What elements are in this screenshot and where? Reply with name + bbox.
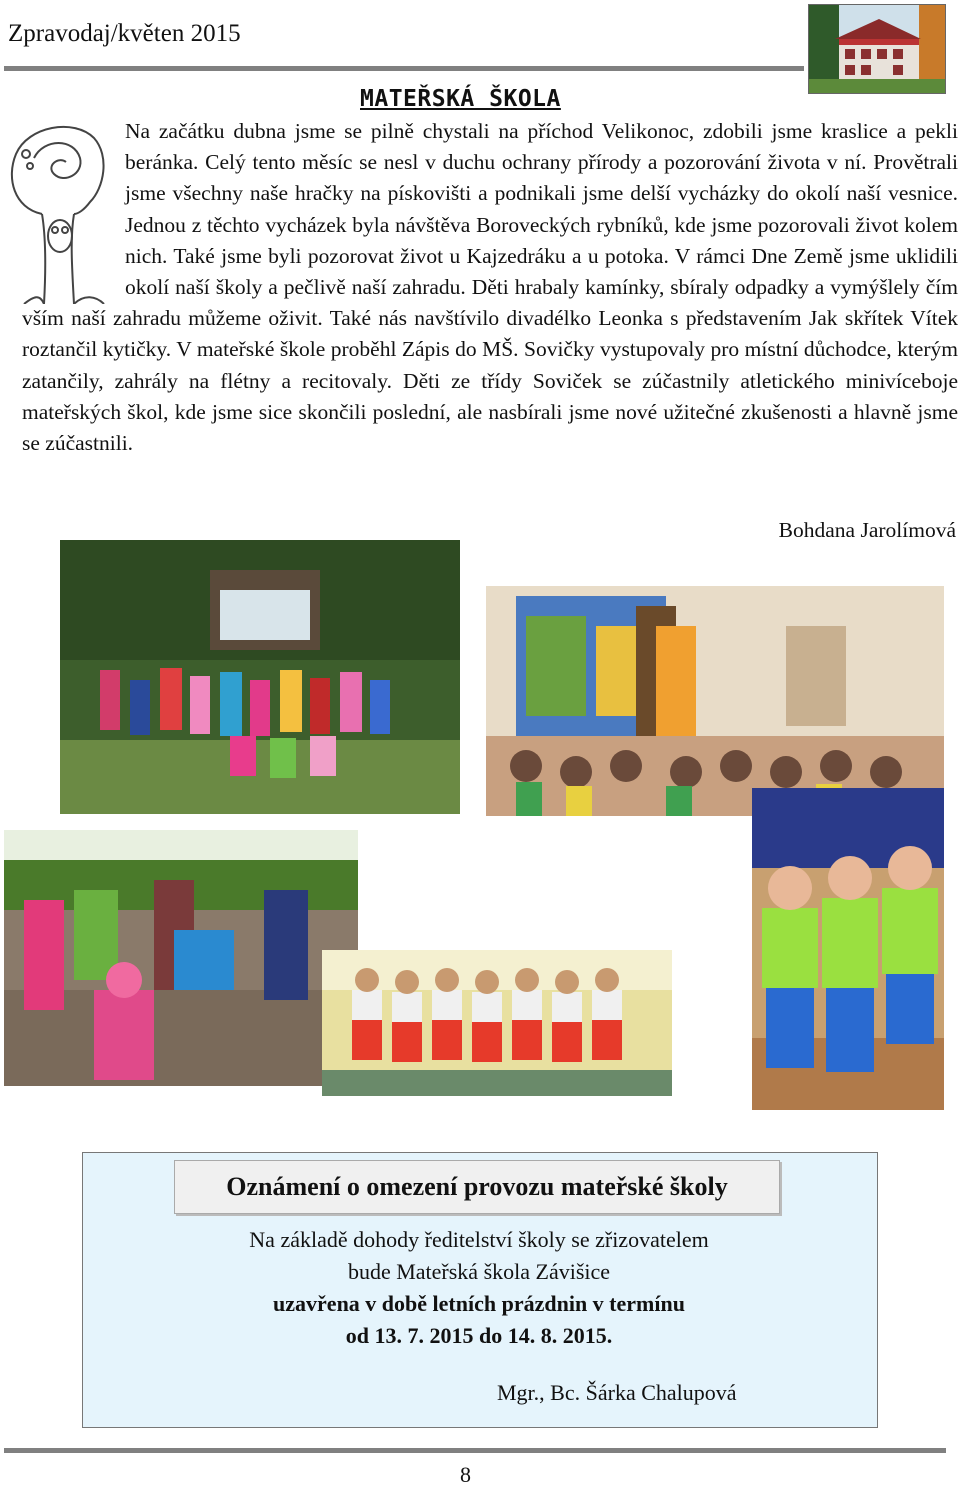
notice-line-3: uzavřena v době letních prázdnin v termínu: [273, 1291, 685, 1316]
article-author: Bohdana Jarolímová: [778, 518, 956, 542]
section-heading: MATEŘSKÁ ŠKOLA: [360, 86, 561, 112]
header-rule: [4, 66, 804, 71]
photo-puppet-theatre: [486, 586, 944, 816]
article-paragraph: Na začátku dubna jsme se pilně chystali na příchod Velikonoc, zdobili jsme kraslice a pekli beránka. Celý tento měsíc se nesl v duchu ochrany přírody a pozorování života v ní. Provětrali jsme všechny naše hračky na pískovišti a podnikali jsme delší vycházky do okolí naší vesnice. Jednou z těchto vycházek byla návštěva Boroveckých rybníků, kde jsme pozorovali život kolem nich. Také jsme byli pozorovat život u Kajzedráku a u potoka. V rámci Dne Země jsme uklidili okolí naší školy a pečlivě naší zahradu. Děti hrabaly kamínky, sbíraly odpadky a vymýšlely čím vším naší zahradu můžeme oživit. Také nás navštívilo divadélko Leonka s představením Jak skřítek Vítek roztančil kytičky. V mateřské škole proběhl Zápis do MŠ. Sovičky vystupovaly pro místní důchodce, kterým zatančily, zahrály na flétny a recitovaly. Děti ze třídy Soviček se zúčastnily atletického minivíceboje mateřských škol, kde jsme sice skončili poslední, ale nasbírali jsme nové užitečné zkušenosti a hlavně jsme se zúčastnili.: [22, 119, 958, 456]
photo-children-performance: [322, 950, 672, 1096]
footer-rule: [4, 1448, 946, 1453]
notice-line-2: bude Mateřská škola Závišice: [347, 1259, 611, 1284]
illustration-spacer: [22, 116, 125, 302]
school-building-photo: [808, 4, 946, 94]
notice-line-1: Na základě dohody ředitelství školy se zřizovatelem: [249, 1227, 709, 1252]
photo-group-outing: [60, 540, 460, 814]
notice-line-4: od 13. 7. 2015 do 14. 8. 2015.: [345, 1323, 613, 1348]
photo-athletics-team: [752, 788, 944, 1110]
notice-signature: Mgr., Bc. Šárka Chalupová: [497, 1380, 737, 1405]
notice-title: Oznámení o omezení provozu mateřské školy: [174, 1160, 780, 1214]
photo-garden-cleanup: [4, 830, 358, 1086]
page-number: 8: [460, 1462, 471, 1487]
newsletter-title: Zpravodaj/květen 2015: [8, 20, 241, 47]
article-body: [22, 116, 958, 459]
